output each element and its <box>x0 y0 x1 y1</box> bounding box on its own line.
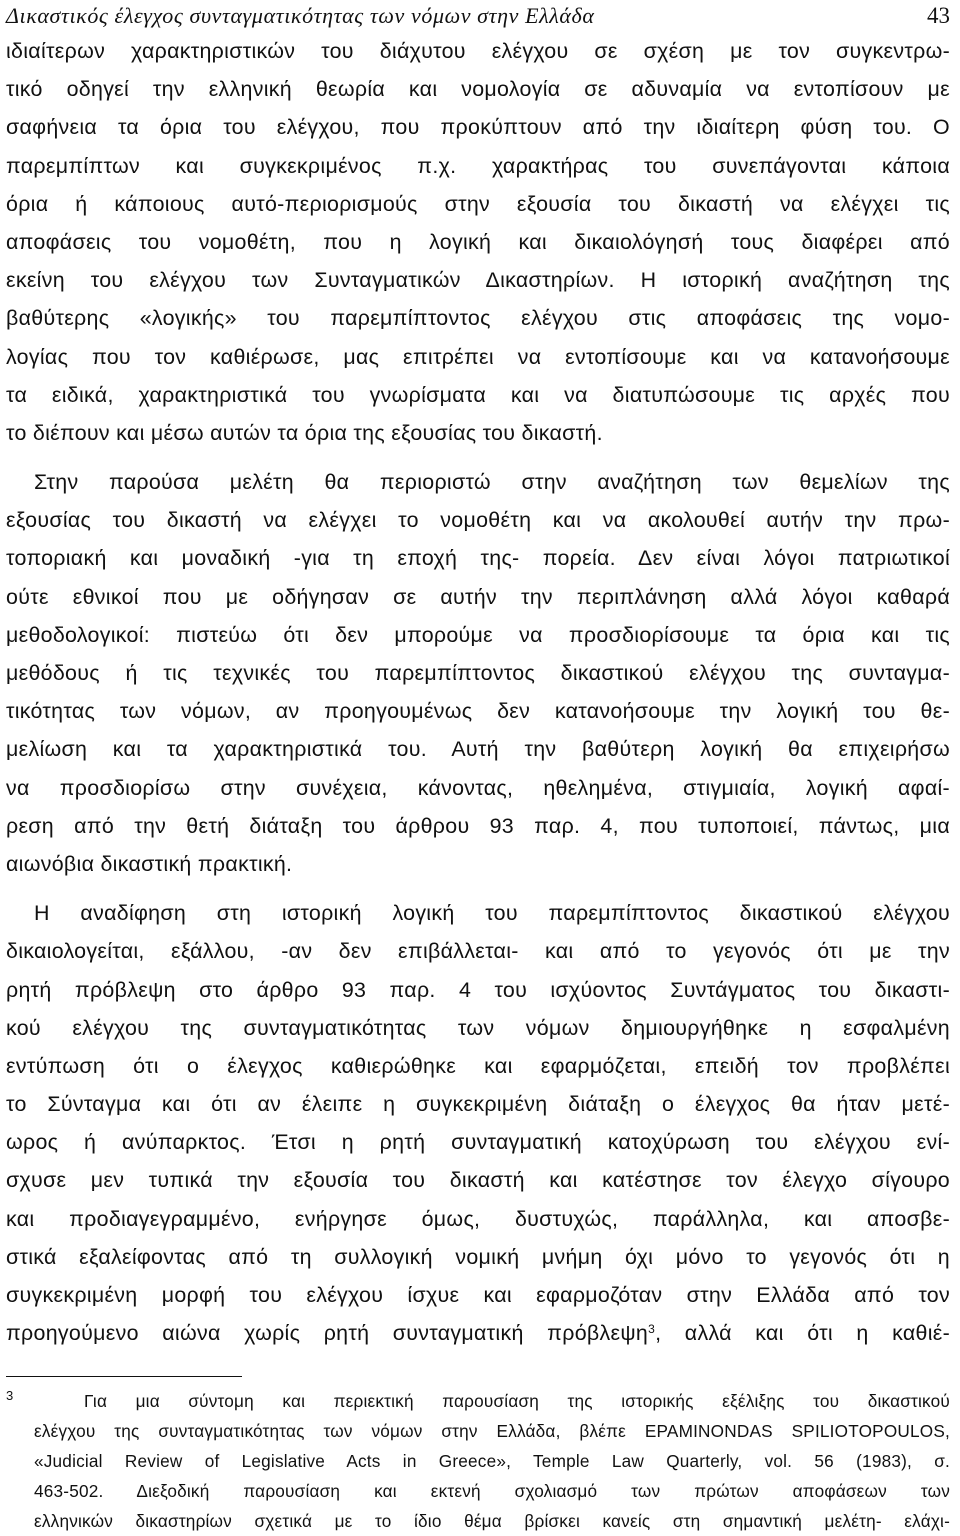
text-line: εξουσίας του δικαστή να ελέγχει το νομοθέτη και να ακολουθεί αυτήν την πρω- <box>6 508 950 533</box>
text-line: δικαιολογείται, εξάλλου, -αν δεν επιβάλλεται- και από το γεγονός ότι με την <box>6 939 950 964</box>
text-line: ιδιαίτερων χαρακτηριστικών του διάχυτου ελέγχου σε σχέση με τον συγκεντρω- <box>6 39 950 63</box>
footnote-line: ελληνικών δικαστηρίων σχετικά με το ίδιο θέμα βρίσκει κανείς στη σημαντική μελέτη- ελάχι- <box>34 1511 950 1531</box>
text-line: μεθοδολογικοί: πιστεύω ότι δεν μπορούμε να προσδιορίσουμε τα όρια και τις <box>6 622 950 647</box>
text-line: ρεση από την θετή διάταξη του άρθρου 93 παρ. 4, που τυποποιεί, πάντως, μια <box>6 813 950 838</box>
main-text <box>6 32 950 1352</box>
footnote-line: Για μια σύντομη και περιεκτική παρουσίαση της ιστορικής εξέλιξης του δικαστικού <box>84 1391 950 1411</box>
text-line: παρεμπίπτων και συγκεκριμένος π.χ. χαρακτήρας του συνεπάγονται κάποια <box>6 153 950 178</box>
text-run: , αλλά και ότι η καθιέ- <box>655 1321 950 1346</box>
text-line: τικότητας των νόμων, αν προηγουμένως δεν κατανοήσουμε την λογική του θε- <box>6 699 950 724</box>
text-run: προηγούμενο αιώνα χωρίς ρητή συνταγματική πρόβλεψη <box>6 1321 649 1346</box>
text-line-with-footnote-ref <box>6 1314 950 1352</box>
text-line: τα ειδικά, χαρακτηριστικά του γνωρίσματα και να διατυπώσουμε τις αρχές που <box>6 382 950 407</box>
footnote-number: 3 <box>6 1388 14 1403</box>
text-line: ωρος ή ανύπαρκτος. Έτσι η ρητή συνταγματική κατοχύρωση του ελέγχου ενί- <box>6 1130 950 1155</box>
running-title: Δικαστικός έλεγχος συνταγματικότητας των νόμων στην Ελλάδα <box>6 3 595 28</box>
footnote-line: ελέγχου της συνταγματικότητας των νόμων στην Ελλάδα, βλέπε ΕPAMINONDAS SPILIOTOPOULOS, <box>34 1421 950 1441</box>
text-line: τικό οδηγεί την ελληνική θεωρία και νομολογία σε αδυναμία να εντοπίσουν με <box>6 77 950 102</box>
text-line: αποφάσεις του νομοθέτη, που η λογική και δικαιολόγησή τους διαφέρει από <box>6 229 950 254</box>
text-line: εντύπωση ότι ο έλεγχος καθιερώθηκε και εφαρμόζεται, επειδή τον προβλέπει <box>6 1053 950 1078</box>
paragraph-gap <box>6 452 950 463</box>
paragraph-gap <box>6 883 950 894</box>
text-line: Στην παρούσα μελέτη θα περιοριστώ στην αναζήτηση των θεμελίων της <box>34 470 950 495</box>
footnote-reference[interactable]: 3 <box>648 1322 656 1337</box>
text-line: ρητή πρόβλεψη στο άρθρο 93 παρ. 4 του ισχύοντος Συντάγματος του δικαστι- <box>6 977 950 1002</box>
text-line: μεθόδους ή τις τεχνικές του παρεμπίπτοντος δικαστικού ελέγχου της συνταγμα- <box>6 661 950 685</box>
text-line: τοποριακή και μοναδική -για τη εποχή της- πορεία. Δεν είναι λόγοι πατριωτικοί <box>6 546 950 571</box>
text-line: λογίας που τον καθιέρωσε, μας επιτρέπει να εντοπίσουμε και να κατανοήσουμε <box>6 344 950 369</box>
text-line: βαθύτερης «λογικής» του παρεμπίπτοντος ελέγχου στις αποφάσεις της νομο- <box>6 306 950 331</box>
text-line: μελίωση και τα χαρακτηριστικά του. Αυτή την βαθύτερη λογική θα επιχειρήσω <box>6 737 950 762</box>
text-line: να προσδιορίσω στην συνέχεια, κάνοντας, ηθελημένα, στιγμιαία, λογική αφαί- <box>6 775 950 800</box>
text-line: όρια ή κάποιους αυτό-περιορισμούς στην εξουσία του δικαστή να ελέγχει τις <box>6 191 950 216</box>
text-line: και προδιαγεγραμμένο, ενήργησε όμως, δυστυχώς, παράλληλα, και αποσβε- <box>6 1206 950 1231</box>
paragraph-3 <box>6 894 950 1352</box>
paragraph-1 <box>6 32 950 452</box>
page-number: 43 <box>927 3 950 28</box>
text-line: στικά εξαλείφοντας από τη συλλογική νομική μνήμη όχι μόνο το γεγονός ότι η <box>6 1244 950 1269</box>
footnote-line: 463-502. Διεξοδική παρουσίαση και εκτενή σχολιασμό των πρώτων αποφάσεων των <box>34 1481 950 1501</box>
text-line: αιωνόβια δικαστική πρακτική. <box>6 851 293 876</box>
footnote-3 <box>6 1386 950 1536</box>
text-line: ούτε εθνικοί που με οδήγησαν σε αυτήν την περιπλάνηση αλλά λόγοι καθαρά <box>6 584 950 609</box>
text-line: το Σύνταγμα και ότι αν έλειπε η συγκεκριμένη διάταξη ο έλεγχος θα ήταν μετέ- <box>6 1092 950 1117</box>
footnote-separator <box>6 1376 242 1377</box>
text-line: συγκεκριμένη μορφή του ελέγχου ίσχυε και εφαρμοζόταν στην Ελλάδα από τον <box>6 1283 950 1307</box>
text-line: Η αναδίφηση στη ιστορική λογική του παρεμπίπτοντος δικαστικού ελέγχου <box>34 901 950 926</box>
text-line: σαφήνεια τα όρια του ελέγχου, που προκύπτουν από την ιδιαίτερη φύση του. Ο <box>6 115 950 140</box>
paragraph-2 <box>6 463 950 883</box>
page-header <box>6 0 950 34</box>
text-line: το διέπουν και μέσω αυτών τα όρια της εξουσίας του δικαστή. <box>6 420 603 445</box>
text-line: σχυσε μεν τυπικά την εξουσία του δικαστή και κατέστησε τον έλεγχο σίγουρο <box>6 1168 950 1193</box>
text-line: εκείνη του ελέγχου των Συνταγματικών Δικαστηρίων. Η ιστορική αναζήτηση της <box>6 268 950 293</box>
footnote-line: «Judicial Review of Legislative Acts in Greece», Temple Law Quarterly, vol. 56 (1983), σ. <box>34 1451 950 1471</box>
text-line: κού ελέγχου της συνταγματικότητας των νόμων δημιουργήθηκε η εσφαλμένη <box>6 1015 950 1040</box>
